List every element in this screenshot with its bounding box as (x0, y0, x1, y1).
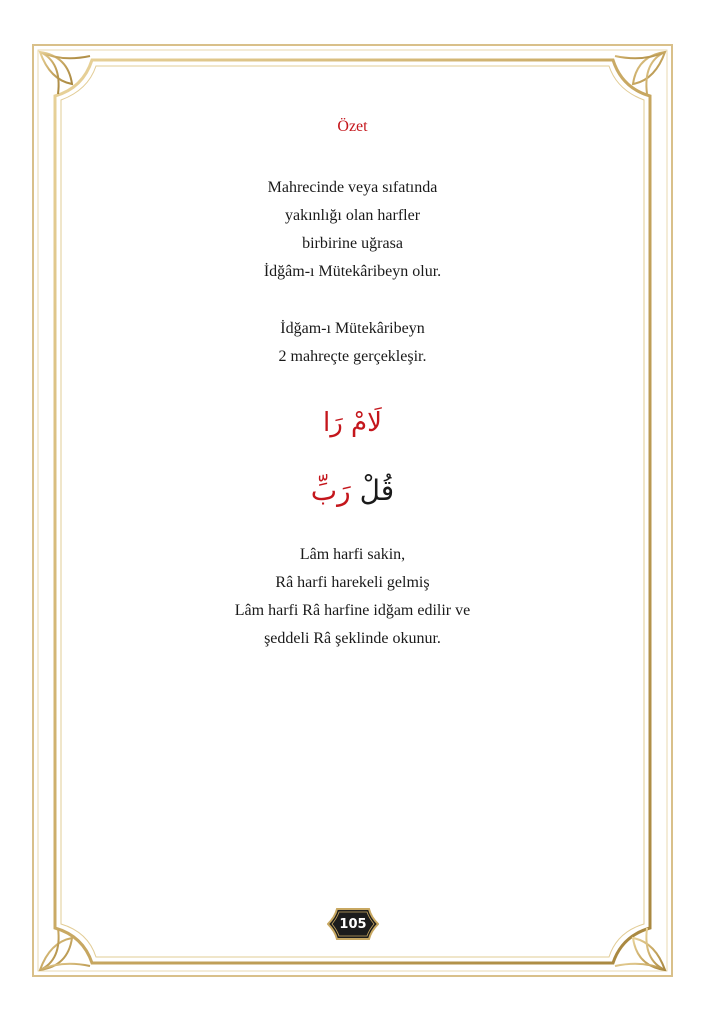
paragraph-line: birbirine uğrasa (302, 235, 403, 252)
arabic-letter-names: لَامْ رَا (323, 408, 382, 438)
paragraph-line: Lâm harfi sakin, (299, 546, 406, 563)
paragraph-line: İdğam-ı Mütekâribeyn (280, 320, 425, 337)
corner-ornament-bottom-left (40, 928, 90, 970)
corner-ornament-bottom-right (615, 928, 665, 970)
paragraph-line: 2 mahreçte gerçekleşir. (278, 348, 427, 365)
paragraph-line: Lâm harfi Râ harfine idğam edilir ve (234, 602, 471, 619)
arabic-example-qul: قُلْ (359, 474, 395, 507)
arabic-example-rabbi: رَبِّ (310, 474, 351, 507)
page-number: 105 (339, 916, 367, 932)
paragraph-line: yakınlığı olan harfler (284, 207, 421, 224)
paragraph-definition (0, 174, 705, 286)
paragraph-line: Mahrecinde veya sıfatında (267, 179, 438, 196)
section-title: Özet (337, 118, 368, 135)
arabic-example (0, 474, 705, 507)
paragraph-makhraj-count (0, 315, 705, 371)
paragraph-line: Râ harfi harekeli gelmiş (275, 574, 430, 591)
paragraph-explanation (0, 541, 705, 653)
paragraph-line: İdğâm-ı Mütekâribeyn olur. (263, 263, 442, 280)
paragraph-line: şeddeli Râ şeklinde okunur. (264, 630, 441, 647)
page-number-badge (327, 907, 379, 941)
